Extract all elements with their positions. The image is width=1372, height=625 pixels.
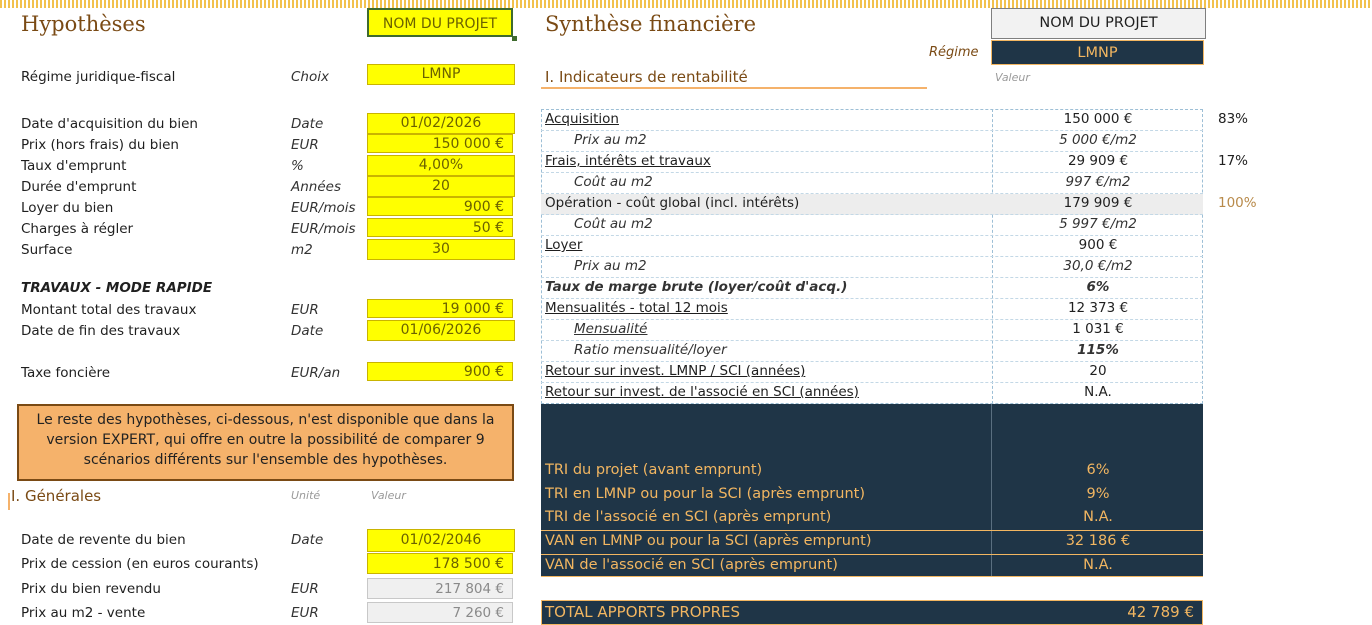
generales-value-cell[interactable]: 01/02/2046 (367, 529, 515, 552)
input-label: Surface (21, 242, 73, 258)
generales-value-cell: 217 804 € (367, 578, 513, 599)
tri-van-bottom-line (541, 576, 1203, 577)
indicator-label: Coût au m2 (574, 174, 653, 190)
section-underline (541, 87, 927, 89)
travaux-unit: EUR (291, 302, 319, 318)
input-value-cell[interactable]: 30 (367, 239, 515, 260)
indicator-label: Retour sur invest. LMNP / SCI (années) (545, 363, 806, 379)
indicator-label: Retour sur invest. de l'associé en SCI (années) (545, 384, 859, 400)
regime-right-value: LMNP (991, 40, 1204, 65)
tri-van-label: VAN en LMNP ou pour la SCI (après emprunt) (545, 533, 872, 549)
indicator-row (541, 257, 1203, 278)
indicator-label: Mensualité (574, 321, 648, 337)
indicator-value: 150 000 € (1063, 111, 1133, 127)
indicator-value: 20 (1089, 363, 1107, 379)
tri-van-label: TRI du projet (avant emprunt) (545, 462, 763, 478)
cell-fill-handle[interactable] (512, 36, 517, 41)
input-unit: % (291, 158, 304, 174)
indicator-row (541, 299, 1203, 320)
input-unit: m2 (291, 242, 313, 258)
indicator-row (541, 341, 1203, 362)
travaux-title: TRAVAUX - MODE RAPIDE (21, 280, 213, 296)
travaux-label: Date de fin des travaux (21, 323, 181, 339)
indicator-value: 5 000 €/m2 (1059, 132, 1137, 148)
indicator-label: Mensualités - total 12 mois (545, 300, 728, 316)
indicator-row (541, 320, 1203, 341)
indicator-value: 1 031 € (1072, 321, 1124, 337)
indicator-value: 900 € (1078, 237, 1118, 253)
generales-value-cell: 7 260 € (367, 602, 513, 623)
indicator-row (541, 383, 1203, 404)
input-value-cell[interactable]: 150 000 € (367, 134, 513, 153)
indicator-value: 179 909 € (1063, 195, 1133, 211)
indicator-label: Prix au m2 (574, 258, 647, 274)
input-value-cell[interactable]: 20 (367, 176, 515, 197)
indicator-label: Loyer (545, 237, 583, 253)
tri-van-value: 6% (1086, 462, 1110, 478)
tri-van-row (541, 484, 1203, 506)
tri-van-value: 9% (1086, 486, 1110, 502)
indicator-label: Acquisition (545, 111, 619, 127)
indicator-value: 12 373 € (1067, 300, 1129, 316)
taxe-input[interactable]: 900 € (367, 362, 513, 381)
indicator-value: 115% (1077, 342, 1119, 358)
indicator-row (541, 110, 1249, 131)
indicator-value: 29 909 € (1067, 153, 1129, 169)
generales-label: Prix au m2 - vente (21, 605, 146, 621)
input-label: Loyer du bien (21, 200, 114, 216)
right-project-name-cell[interactable]: NOM DU PROJET (991, 8, 1206, 39)
travaux-label: Montant total des travaux (21, 302, 197, 318)
taxe-unit: EUR/an (291, 365, 341, 381)
expert-version-note: Le reste des hypothèses, ci-dessous, n'est disponible que dans la version EXPERT, qui offre en outre la possibilité de comparer 9 scénarios différents sur l'ensemble des hypothèses. (17, 404, 514, 481)
generales-unit: EUR (291, 605, 319, 621)
generales-label: Prix de cession (en euros courants) (21, 556, 259, 572)
tri-van-row (541, 554, 1203, 577)
travaux-value-cell[interactable]: 01/06/2026 (367, 320, 515, 341)
travaux-value-cell[interactable]: 19 000 € (367, 299, 513, 318)
hypotheses-title: Hypothèses (21, 12, 146, 36)
indicator-row (541, 173, 1203, 194)
indicator-label: Ratio mensualité/loyer (574, 342, 727, 358)
indicator-label: Opération - coût global (incl. intérêts) (545, 195, 800, 211)
total-apports-label: TOTAL APPORTS PROPRES (545, 603, 741, 621)
indicator-label: Taux de marge brute (loyer/coût d'acq.) (545, 279, 848, 295)
indicator-value: N.A. (1084, 384, 1112, 400)
input-unit: EUR/mois (291, 200, 356, 216)
indicateurs-value-header: Valeur (995, 71, 1030, 84)
section-marker (8, 493, 10, 510)
indicator-percent: 100% (1218, 195, 1257, 211)
tri-van-value: 32 186 € (1065, 533, 1131, 549)
regime-label: Régime juridique-fiscal (21, 69, 176, 85)
regime-unit: Choix (291, 69, 329, 85)
taxe-label: Taxe foncière (21, 365, 111, 381)
input-value-cell[interactable]: 900 € (367, 197, 513, 216)
tri-van-value: N.A. (1083, 557, 1113, 573)
indicator-value: 6% (1086, 279, 1110, 295)
indicator-label: Prix au m2 (574, 132, 647, 148)
left-project-name-cell[interactable]: NOM DU PROJET (367, 8, 513, 37)
generales-value-cell[interactable]: 178 500 € (367, 553, 513, 574)
generales-label: Prix du bien revendu (21, 581, 161, 597)
generales-unit: EUR (291, 581, 319, 597)
indicator-row (541, 278, 1203, 299)
input-value-cell[interactable]: 50 € (367, 218, 513, 237)
indicator-value: 997 €/m2 (1065, 174, 1131, 190)
input-label: Prix (hors frais) du bien (21, 137, 179, 153)
indicator-label: Coût au m2 (574, 216, 653, 232)
total-apports-value: 42 789 € (1127, 603, 1194, 621)
regime-input[interactable]: LMNP (367, 64, 515, 85)
generales-section-title: I. Générales (11, 487, 102, 505)
input-unit: Années (291, 179, 341, 195)
input-label: Taux d'emprunt (21, 158, 127, 174)
tri-van-row (541, 507, 1203, 529)
indicator-percent: 17% (1218, 153, 1249, 169)
tri-van-row (541, 460, 1203, 482)
indicator-value: 30,0 €/m2 (1063, 258, 1133, 274)
input-value-cell[interactable]: 4,00% (367, 155, 515, 176)
indicator-row (541, 362, 1203, 383)
synthese-title: Synthèse financière (545, 12, 756, 36)
indicator-label: Frais, intérêts et travaux (545, 153, 711, 169)
sheet-top-border (0, 0, 1372, 8)
input-unit: EUR/mois (291, 221, 356, 237)
input-value-cell[interactable]: 01/02/2026 (367, 113, 515, 134)
indicator-row (541, 236, 1203, 257)
tri-van-label: TRI en LMNP ou pour la SCI (après emprunt) (545, 486, 865, 502)
tri-van-label: TRI de l'associé en SCI (après emprunt) (545, 509, 832, 525)
tri-van-row (541, 530, 1203, 553)
indicator-value: 5 997 €/m2 (1059, 216, 1137, 232)
indicator-row (541, 131, 1203, 152)
generales-unit-header: Unité (291, 489, 321, 502)
tri-van-value: N.A. (1083, 509, 1113, 525)
generales-unit: Date (291, 532, 324, 548)
regime-right-label: Régime (929, 45, 979, 60)
input-label: Date d'acquisition du bien (21, 116, 198, 132)
generales-value-header: Valeur (371, 489, 406, 502)
travaux-unit: Date (291, 323, 324, 339)
input-label: Durée d'emprunt (21, 179, 137, 195)
generales-label: Date de revente du bien (21, 532, 186, 548)
indicator-row (541, 152, 1249, 173)
indicator-row (541, 215, 1203, 236)
indicator-row (541, 194, 1257, 215)
indicateurs-section-title: I. Indicateurs de rentabilité (545, 68, 748, 86)
input-unit: EUR (291, 137, 319, 153)
input-unit: Date (291, 116, 324, 132)
input-label: Charges à régler (21, 221, 134, 237)
tri-van-label: VAN de l'associé en SCI (après emprunt) (545, 557, 838, 573)
indicator-percent: 83% (1218, 111, 1249, 127)
